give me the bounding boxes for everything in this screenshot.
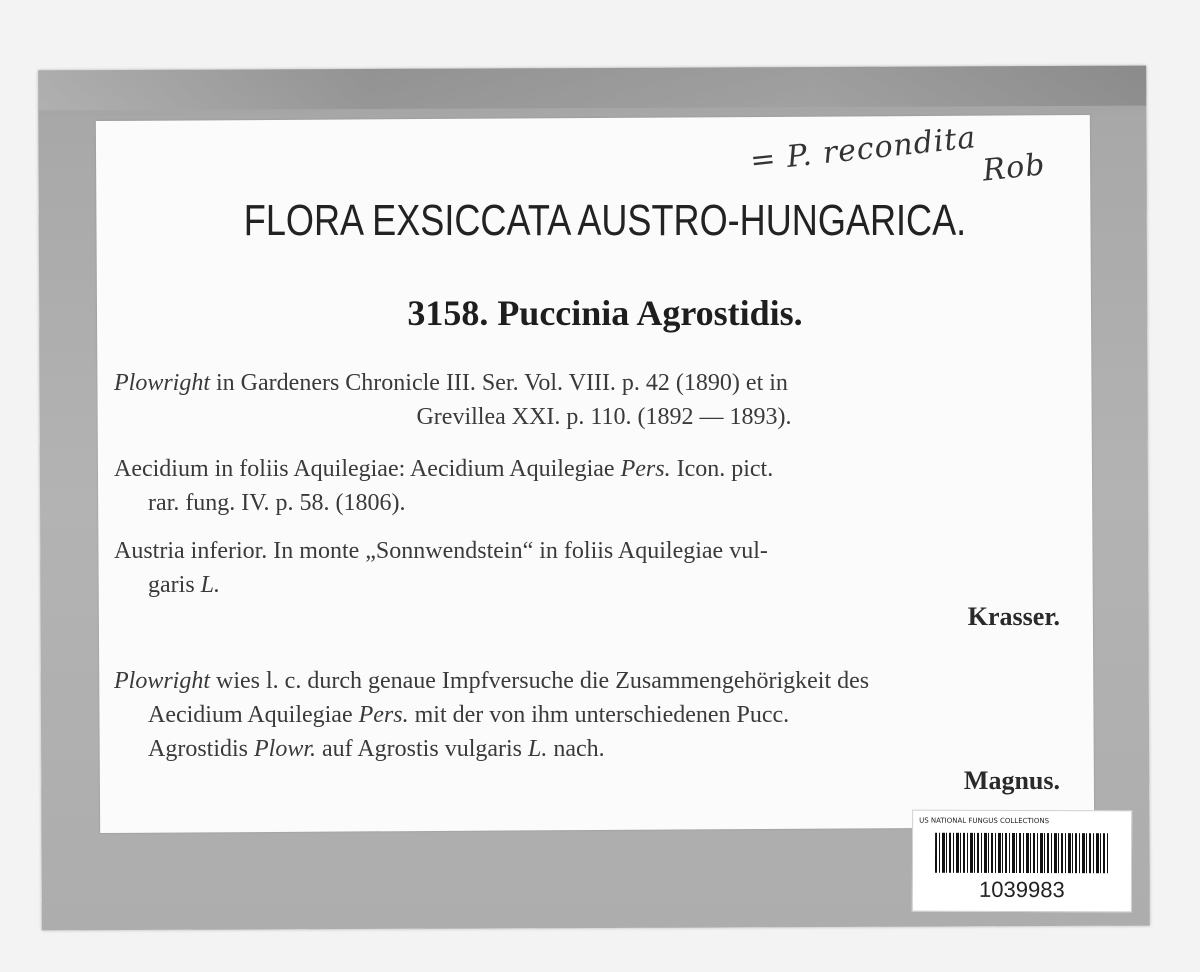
note-text-2a: Aecidium Aquilegiae [148,702,359,728]
barcode-header: US NATIONAL FUNGUS COLLECTIONS [919,816,1050,826]
citation-text-2: Grevillea XXI. p. 110. (1892 — 1893). [416,404,792,430]
barcode-icon [935,833,1109,874]
barcode-number: 1039983 [979,876,1065,903]
handwritten-line-2: Rob [980,147,1048,189]
citation-text-1: in Gardeners Chronicle III. Ser. Vol. VIII. p. 42 (1890) et in [210,370,788,396]
aecidium-text-1a: Aecidium in foliis Aquilegiae: Aecidium Aquilegiae [114,456,621,482]
note-text-3b: auf Agrostis vulgaris [316,736,529,762]
note-text-1: wies l. c. durch genaue Impfversuche die Zusammengehörigkeit des [210,668,870,694]
author-name: Plowright [114,370,211,396]
note-text-3a: Agrostidis [148,736,255,762]
note-text-3c: nach. [547,736,605,762]
note-text-2b: mit der von ihm unterschiedenen Pucc. [408,702,790,728]
locality-text-2a: garis [148,572,201,598]
note-author: Plowright [114,668,211,694]
aecidium-text-2: rar. fung. IV. p. 58. (1806). [148,490,406,516]
species-heading: 3158. Puccinia Agrostidis. [407,293,803,333]
note-author-2: Pers. [358,702,409,728]
author-signature: Magnus. [963,766,1060,795]
locality-text-1: Austria inferior. In monte „Sonnwendstein“ in foliis Aquilegiae vul- [114,538,768,564]
barcode-sticker [912,810,1132,913]
note-author-3: Plowr. [254,736,317,762]
collector-signature: Krasser. [967,602,1060,631]
aecidium-author: Pers. [620,456,671,482]
note-paragraph [114,664,1094,766]
locality-paragraph [114,534,1094,602]
citation-paragraph [114,366,1094,434]
note-author-4: L. [528,736,548,762]
aecidium-text-1b: Icon. pict. [670,456,774,482]
aecidium-paragraph [114,452,1094,520]
label-title: FLORA EXSICCATA AUSTRO-HUNGARICA. [243,196,967,245]
locality-author: L. [200,572,221,598]
handwritten-line-1: = P. recondita [748,120,978,179]
